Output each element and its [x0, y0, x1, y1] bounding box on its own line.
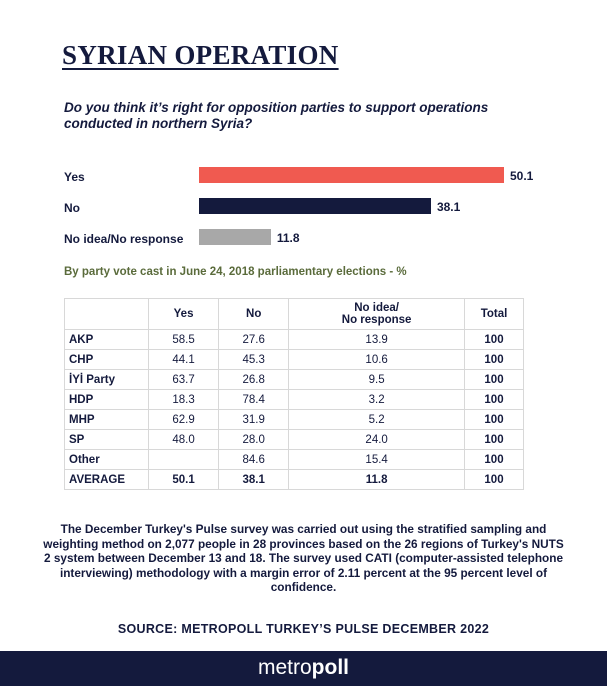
header-no-idea: No idea/ No response [289, 299, 465, 330]
header-total: Total [465, 299, 524, 330]
bar-row-no [64, 198, 584, 218]
table-row [65, 470, 524, 490]
table-row [65, 450, 524, 470]
cell-yes: 18.3 [149, 390, 219, 410]
bar-label-no: No [64, 201, 80, 215]
cell-total: 100 [465, 350, 524, 370]
cell-yes: 62.9 [149, 410, 219, 430]
bar-yes [199, 167, 504, 183]
bar-row-yes [64, 167, 584, 187]
cell-no-idea: 15.4 [289, 450, 465, 470]
cell-party: Other [65, 450, 149, 470]
page-title: SYRIAN OPERATION [62, 40, 339, 70]
party-breakdown-table [64, 298, 524, 490]
cell-no-idea: 24.0 [289, 430, 465, 450]
table-row [65, 350, 524, 370]
cell-no-idea: 11.8 [289, 470, 465, 490]
table-row [65, 390, 524, 410]
cell-total: 100 [465, 470, 524, 490]
table-subtitle: By party vote cast in June 24, 2018 parliamentary elections - % [64, 266, 407, 278]
table-row [65, 430, 524, 450]
metropoll-logo [0, 657, 607, 679]
bar-value-no: 38.1 [436, 200, 461, 214]
cell-no: 78.4 [219, 390, 289, 410]
cell-yes: 63.7 [149, 370, 219, 390]
cell-total: 100 [465, 330, 524, 350]
cell-total: 100 [465, 370, 524, 390]
cell-no: 38.1 [219, 470, 289, 490]
cell-no-idea: 5.2 [289, 410, 465, 430]
cell-no-idea: 3.2 [289, 390, 465, 410]
cell-no: 27.6 [219, 330, 289, 350]
cell-party: MHP [65, 410, 149, 430]
header-yes: Yes [149, 299, 219, 330]
cell-party: İYİ Party [65, 370, 149, 390]
cell-no: 31.9 [219, 410, 289, 430]
cell-party: AVERAGE [65, 470, 149, 490]
cell-no: 45.3 [219, 350, 289, 370]
cell-total: 100 [465, 450, 524, 470]
cell-yes: 58.5 [149, 330, 219, 350]
table-row [65, 370, 524, 390]
cell-no-idea: 9.5 [289, 370, 465, 390]
bar-value-yes: 50.1 [510, 169, 534, 183]
cell-party: SP [65, 430, 149, 450]
cell-party: AKP [65, 330, 149, 350]
bar-no-idea [199, 229, 271, 245]
cell-no: 26.8 [219, 370, 289, 390]
cell-yes [149, 450, 219, 470]
logo-metro: metro [257, 656, 312, 679]
header-party [65, 299, 149, 330]
source-line: SOURCE: METROPOLL TURKEY’S PULSE DECEMBER 2022 [117, 622, 490, 636]
footer-bar [0, 651, 607, 686]
bar-row-no-idea [64, 229, 584, 249]
bar-no [199, 198, 431, 214]
cell-party: HDP [65, 390, 149, 410]
table-row [65, 330, 524, 350]
cell-no: 84.6 [219, 450, 289, 470]
table-header-row [65, 299, 524, 330]
cell-yes: 48.0 [149, 430, 219, 450]
cell-no-idea: 10.6 [289, 350, 465, 370]
header-no: No [219, 299, 289, 330]
cell-yes: 44.1 [149, 350, 219, 370]
cell-no: 28.0 [219, 430, 289, 450]
table-row [65, 410, 524, 430]
cell-total: 100 [465, 430, 524, 450]
cell-party: CHP [65, 350, 149, 370]
bar-value-no-idea: 11.8 [276, 231, 300, 245]
survey-question: Do you think it’s right for opposition parties to support operations conducted in northern Syria? [64, 100, 489, 131]
methodology-note: The December Turkey's Pulse survey was carried out using the stratified sampling and weighting method on 2,077 people in 28 provinces based on the 26 regions of Turkey's NUTS 2 system between December 13 and 18. The survey used CATI (computer-assisted telephone interviewing) methodology with a margin error of 2.11 percent at the 95 percent level of confidence. [43, 522, 564, 594]
cell-total: 100 [465, 410, 524, 430]
cell-yes: 50.1 [149, 470, 219, 490]
bar-label-yes: Yes [64, 170, 85, 184]
cell-total: 100 [465, 390, 524, 410]
cell-no-idea: 13.9 [289, 330, 465, 350]
bar-label-no-idea: No idea/No response [64, 232, 184, 246]
logo-poll: poll [311, 656, 349, 679]
